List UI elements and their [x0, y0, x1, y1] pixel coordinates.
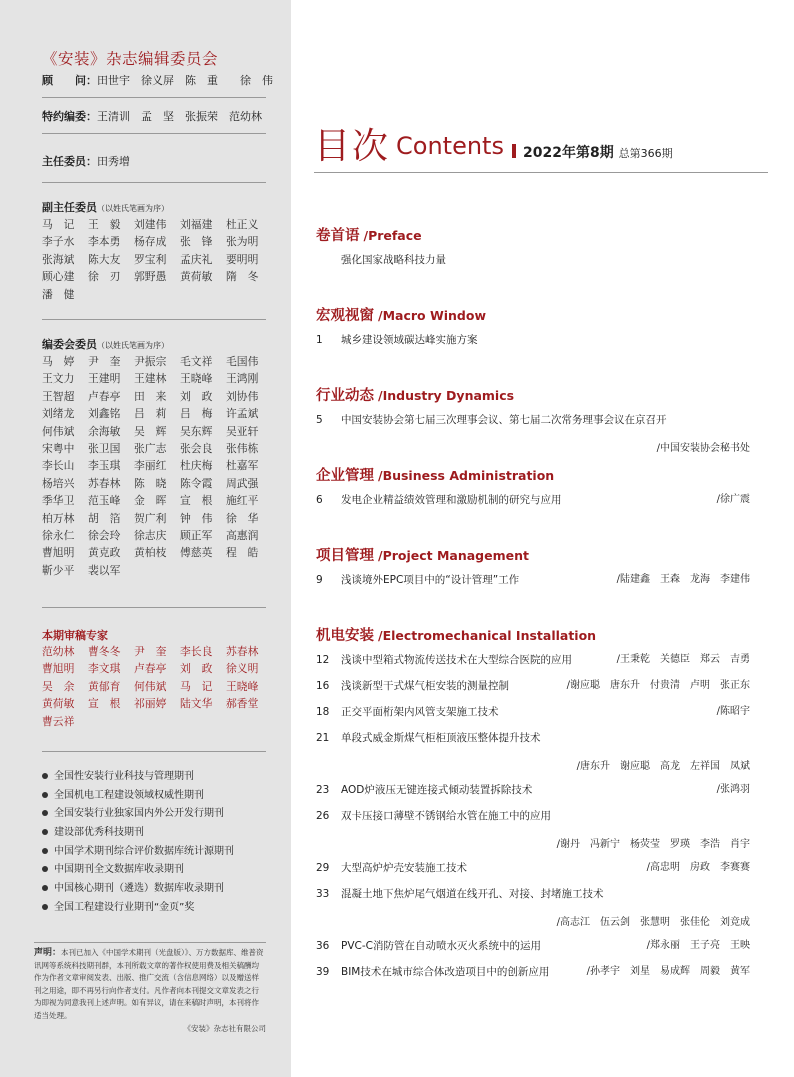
page-number: 1 — [316, 334, 323, 346]
person-name: 陆文华 — [180, 697, 213, 711]
honor-text: 全国工程建设行业期刊“金页”奖 — [54, 901, 195, 913]
reviewers-list — [42, 643, 272, 730]
bullet-icon — [42, 792, 48, 798]
divider — [42, 751, 266, 752]
bullet-icon — [42, 848, 48, 854]
toc-entry[interactable] — [316, 704, 750, 720]
person-name: 尹 奎 — [134, 645, 167, 658]
article-author: /徐广震 — [716, 494, 750, 505]
page-number: 36 — [316, 940, 330, 952]
honor-item — [42, 880, 282, 899]
vice-directors-note: （以姓氏笔画为序） — [97, 204, 169, 213]
director-row — [42, 153, 130, 169]
toc-entry[interactable] — [316, 964, 750, 980]
person-name: 王智超 — [42, 389, 75, 403]
section-title-en: /Preface — [363, 228, 422, 243]
article-title: 双卡压接口薄壁不锈钢给水管在施工中的应用 — [341, 810, 551, 822]
person-name: 吕 莉 — [134, 407, 167, 421]
notice-lead: 声明： — [34, 948, 62, 958]
honor-item — [42, 805, 282, 824]
article-author: /高志江 伍云剑 张慧明 张佳伦 刘竞成 — [556, 917, 750, 928]
article-title: PVC-C消防管在自动喷水灭火系统中的运用 — [341, 940, 541, 952]
person-name: 顾心建 — [42, 270, 75, 284]
article-author: /唐东升 谢应聪 高龙 左祥国 凤斌 — [576, 761, 750, 772]
journal-honors-list — [42, 768, 282, 918]
person-name: 李子水 — [42, 235, 75, 249]
page-number: 16 — [316, 680, 330, 692]
person-name: 罗宝利 — [134, 252, 167, 266]
person-name: 李本勇 — [88, 235, 121, 249]
article-title: 大型高炉炉壳安装施工技术 — [341, 862, 467, 874]
bullet-icon — [42, 773, 48, 779]
section-heading — [316, 464, 554, 485]
person-name: 杜庆梅 — [180, 459, 213, 473]
bullet-icon — [42, 810, 48, 816]
advisors-label: 顾 问： — [42, 74, 97, 87]
members-note: （以姓氏笔画为序） — [97, 341, 169, 350]
page-number: 6 — [316, 494, 323, 506]
person-name: 张卫国 — [88, 442, 121, 456]
page-number: 21 — [316, 732, 330, 744]
person-name: 王建明 — [88, 372, 121, 386]
person-name: 金 晖 — [134, 494, 167, 508]
members-heading-text: 编委会委员 — [42, 338, 97, 351]
person-name: 何伟斌 — [42, 424, 75, 438]
bullet-icon — [42, 885, 48, 891]
person-name: 马 记 — [42, 218, 75, 231]
person-name: 王 毅 — [88, 218, 121, 231]
person-name: 杨培兴 — [42, 476, 75, 490]
toc-entry[interactable] — [316, 782, 750, 798]
page-number: 29 — [316, 862, 330, 874]
contents-title-zh: 目次 — [314, 126, 391, 167]
person-name: 季华卫 — [42, 494, 75, 508]
person-name: 吴东辉 — [180, 424, 213, 438]
person-name: 周武强 — [226, 476, 259, 490]
honor-item — [42, 861, 282, 880]
honor-item — [42, 843, 282, 862]
editorial-board-sidebar — [0, 0, 291, 1077]
toc-entry[interactable] — [316, 652, 750, 668]
person-name: 尹振宗 — [134, 355, 167, 368]
person-name: 徐义明 — [226, 662, 259, 676]
person-name: 黄荷敏 — [42, 697, 75, 711]
page-number: 23 — [316, 784, 330, 796]
section-heading — [316, 224, 422, 245]
person-name: 杜嘉军 — [226, 459, 259, 473]
toc-entry[interactable] — [316, 332, 750, 348]
person-name: 吴 辉 — [134, 424, 167, 438]
article-author: /王秉乾 关德臣 郑云 吉勇 — [616, 654, 750, 665]
section-heading — [316, 384, 514, 405]
section-title-zh: 卷首语 — [316, 228, 360, 244]
toc-entry[interactable] — [316, 886, 750, 902]
person-name: 胡 箔 — [88, 511, 121, 525]
article-author: /高忠明 房政 李赛赛 — [646, 862, 750, 873]
person-name: 陈大友 — [88, 252, 121, 266]
section-title-en: /Electromechanical Installation — [378, 628, 597, 643]
section-title-zh: 机电安装 — [316, 628, 374, 644]
person-name: 张广志 — [134, 442, 167, 456]
person-name: 曹冬冬 — [88, 645, 121, 658]
person-name: 吴亚轩 — [226, 424, 259, 438]
article-title: 浅谈新型干式煤气柜安装的测量控制 — [341, 680, 509, 692]
special-editors-row — [42, 108, 262, 124]
person-name: 毛文祥 — [180, 355, 213, 368]
section-title-zh: 行业动态 — [316, 388, 374, 404]
person-name: 卢春亭 — [88, 389, 121, 403]
section-title-zh: 项目管理 — [316, 548, 374, 564]
section-title-zh: 企业管理 — [316, 468, 374, 484]
person-name: 李丽红 — [134, 459, 167, 473]
special-editors-label: 特约编委： — [42, 110, 97, 123]
honor-text: 中国学术期刊综合评价数据库统计源期刊 — [54, 845, 234, 857]
person-name: 徐永仁 — [42, 529, 75, 543]
person-name: 张为明 — [226, 235, 259, 249]
person-name: 钟 伟 — [180, 511, 213, 525]
honor-text: 中国核心期刊（遴选）数据库收录期刊 — [54, 883, 224, 895]
editorial-board-title: 《安装》杂志编辑委员会 — [42, 50, 219, 68]
honor-text: 全国机电工程建设领域权威性期刊 — [54, 789, 204, 801]
person-name: 张会良 — [180, 442, 213, 456]
divider — [42, 319, 266, 320]
person-name: 刘建伟 — [134, 218, 167, 231]
notice-signature: 《安装》杂志社有限公司 — [183, 1023, 266, 1033]
contents-title-en: Contents — [396, 132, 504, 160]
advisors-row — [42, 72, 273, 88]
honor-text: 全国安装行业独家国内外公开发行期刊 — [54, 808, 224, 820]
article-author: /谢丹 冯新宁 杨荧莹 罗瑛 李浩 肖宇 — [556, 839, 750, 850]
honor-item — [42, 824, 282, 843]
person-name: 刘绪龙 — [42, 407, 75, 421]
article-title: 发电企业精益绩效管理和激励机制的研究与应用 — [341, 494, 562, 506]
special-editors-names: 王清训 孟 坚 张振荣 范幼林 — [97, 110, 262, 123]
person-name: 徐会玲 — [88, 529, 121, 543]
article-title: 中国安装协会第七届三次理事会议、第七届二次常务理事会议在京召开 — [341, 414, 667, 426]
person-name: 杨存成 — [134, 235, 167, 249]
person-name: 范玉峰 — [88, 494, 121, 508]
section-title-zh: 宏观视窗 — [316, 308, 374, 324]
section-title-en: /Macro Window — [378, 308, 487, 323]
divider — [42, 182, 266, 183]
person-name: 黄柏枝 — [134, 546, 167, 560]
person-name: 徐志庆 — [134, 529, 167, 543]
person-name: 黄郁育 — [88, 679, 121, 693]
toc-entry[interactable] — [316, 252, 750, 268]
person-name: 余海敏 — [88, 424, 121, 438]
title-divider — [314, 172, 768, 173]
article-author: /陈昭宇 — [716, 706, 750, 717]
person-name: 何伟斌 — [134, 679, 167, 693]
divider — [42, 133, 266, 134]
toc-entry[interactable] — [316, 492, 750, 508]
person-name: 郭野愚 — [134, 270, 167, 284]
person-name: 宣 根 — [180, 494, 213, 508]
person-name: 刘 政 — [180, 662, 213, 676]
person-name: 李玉琪 — [88, 459, 121, 473]
director-label: 主任委员： — [42, 155, 97, 168]
section-title-en: /Project Management — [378, 548, 529, 563]
article-title: 强化国家战略科技力量 — [341, 254, 446, 266]
person-name: 王文力 — [42, 372, 75, 386]
person-name: 潘 健 — [42, 287, 75, 301]
vice-directors-heading-text: 副主任委员 — [42, 201, 97, 214]
section-title-en: /Business Administration — [378, 468, 555, 483]
person-name: 张伟栋 — [226, 442, 259, 456]
director-name: 田秀增 — [97, 155, 130, 168]
page-number: 26 — [316, 810, 330, 822]
toc-entry[interactable] — [316, 678, 750, 694]
section-heading — [316, 544, 529, 565]
divider — [42, 607, 266, 608]
person-name: 许孟斌 — [226, 407, 259, 421]
person-name: 祁丽婷 — [134, 697, 167, 711]
total-issue-number: 总第366期 — [618, 147, 673, 160]
person-name: 郝香堂 — [226, 697, 259, 711]
person-name: 刘 政 — [180, 389, 213, 403]
person-name: 徐 刃 — [88, 270, 121, 284]
person-name: 高惠润 — [226, 529, 259, 543]
person-name: 王晓峰 — [226, 679, 259, 693]
toc-entry[interactable] — [316, 860, 750, 876]
members-list — [42, 353, 272, 579]
toc-entry[interactable] — [316, 572, 750, 588]
page-number: 9 — [316, 574, 323, 586]
bullet-icon — [42, 829, 48, 835]
reviewers-heading: 本期审稿专家 — [42, 629, 108, 642]
honor-item — [42, 899, 282, 918]
person-name: 马 记 — [180, 679, 213, 693]
toc-entry[interactable] — [316, 730, 750, 746]
person-name: 刘鑫铭 — [88, 407, 121, 421]
person-name: 卢春亭 — [134, 662, 167, 676]
person-name: 柏万林 — [42, 511, 75, 525]
person-name: 李长良 — [180, 645, 213, 658]
toc-entry[interactable] — [316, 412, 750, 428]
vice-directors-list — [42, 216, 272, 303]
person-name: 孟庆礼 — [180, 252, 213, 266]
honor-text: 建设部优秀科技期刊 — [54, 827, 144, 839]
article-author: /中国安装协会秘书处 — [656, 443, 750, 454]
person-name: 傅慈英 — [180, 546, 213, 560]
person-name: 范幼林 — [42, 645, 75, 658]
page-number: 39 — [316, 966, 330, 978]
person-name: 要明明 — [226, 252, 259, 266]
person-name: 王建林 — [134, 372, 167, 386]
person-name: 陈令霞 — [180, 476, 213, 490]
person-name: 曹旭明 — [42, 662, 75, 676]
person-name: 顾正军 — [180, 529, 213, 543]
title-accent-bar — [512, 144, 516, 158]
bullet-icon — [42, 866, 48, 872]
section-heading — [316, 304, 486, 325]
article-author: /陆建鑫 王森 龙海 李建伟 — [616, 574, 750, 585]
divider — [42, 97, 266, 98]
person-name: 贺广利 — [134, 511, 167, 525]
advisors-names: 田世宇 徐义屏 陈 重 徐 伟 — [97, 74, 273, 87]
article-author: /谢应聪 唐东升 付贵清 卢明 张正东 — [566, 680, 750, 691]
person-name: 吕 梅 — [180, 407, 213, 421]
section-heading — [316, 624, 596, 645]
person-name: 张 锋 — [180, 235, 213, 249]
honor-item — [42, 768, 282, 787]
honor-text: 中国期刊全文数据库收录期刊 — [54, 864, 184, 876]
article-title: 正交平面桁架内风管支架施工技术 — [341, 706, 499, 718]
page-number: 33 — [316, 888, 330, 900]
person-name: 李文琪 — [88, 662, 121, 676]
person-name: 刘协伟 — [226, 389, 259, 403]
person-name: 隋 冬 — [226, 270, 259, 284]
person-name: 裴以军 — [88, 563, 121, 577]
copyright-notice — [34, 942, 266, 1035]
person-name: 曹旭明 — [42, 546, 75, 560]
toc-entry[interactable] — [316, 808, 750, 824]
person-name: 黄克政 — [88, 546, 121, 560]
person-name: 徐 华 — [226, 511, 259, 525]
article-title: BIM技术在城市综合体改造项目中的创新应用 — [341, 966, 550, 978]
person-name: 吴 余 — [42, 679, 75, 693]
page-number: 18 — [316, 706, 330, 718]
person-name: 曹云祥 — [42, 714, 75, 728]
article-title: 浅谈中型箱式物流传送技术在大型综合医院的应用 — [341, 654, 572, 666]
article-title: AOD炉液压无键连接式倾动装置拆除技术 — [341, 784, 533, 796]
article-title: 单段式威金斯煤气柜柜顶液压整体提升技术 — [341, 732, 541, 744]
person-name: 张海斌 — [42, 252, 75, 266]
person-name: 尹 奎 — [88, 355, 121, 368]
honor-item — [42, 787, 282, 806]
person-name: 王鸿刚 — [226, 372, 259, 386]
person-name: 施红平 — [226, 494, 259, 508]
person-name: 李长山 — [42, 459, 75, 473]
person-name: 王晓峰 — [180, 372, 213, 386]
article-title: 浅谈境外EPC项目中的“设计管理”工作 — [341, 574, 520, 586]
page-number: 5 — [316, 414, 323, 426]
page-number: 12 — [316, 654, 330, 666]
person-name: 黄荷敏 — [180, 270, 213, 284]
person-name: 程 皓 — [226, 546, 259, 560]
article-author: /孙孝宇 刘星 易成辉 周毅 黄军 — [586, 966, 750, 977]
person-name: 马 婷 — [42, 355, 75, 368]
person-name: 苏春林 — [226, 645, 259, 658]
notice-text: 本刊已加入《中国学术期刊（光盘版）》、万方数据库、维普资讯网等系统科技期刊群，本刊所载文章的著作权使用费及相关稿酬均作为作者文章审阅发表、出版、推广交流（含信息网络）以及赠送样刊之用途，即不再另行向作者支付。凡作者向本刊提交文章发表之行为即视为同意我刊上述声明。如有异议，请在来稿时声明，本刊将作适当处理。 — [34, 948, 264, 1020]
person-name: 陈 晓 — [134, 476, 167, 490]
person-name: 靳少平 — [42, 563, 75, 577]
toc-entry[interactable] — [316, 938, 750, 954]
article-title: 城乡建设领域碳达峰实施方案 — [341, 334, 478, 346]
article-title: 混凝土地下焦炉尾气烟道在线开孔、对接、封堵施工技术 — [341, 888, 604, 900]
person-name: 刘福建 — [180, 218, 213, 231]
members-heading — [42, 336, 169, 352]
person-name: 宋粤中 — [42, 442, 75, 456]
person-name: 苏春林 — [88, 476, 121, 490]
person-name: 田 来 — [134, 389, 167, 403]
article-author: /张鸿羽 — [716, 784, 750, 795]
section-title-en: /Industry Dynamics — [378, 388, 515, 403]
honor-text: 全国性安装行业科技与管理期刊 — [54, 771, 194, 782]
person-name: 杜正义 — [226, 218, 259, 231]
person-name: 毛国伟 — [226, 355, 259, 368]
issue-info — [523, 142, 673, 162]
issue-number: 2022年第8期 — [523, 145, 614, 161]
vice-directors-heading — [42, 199, 169, 215]
bullet-icon — [42, 904, 48, 910]
person-name: 宣 根 — [88, 697, 121, 711]
article-author: /郑永丽 王子亮 王映 — [646, 940, 750, 951]
